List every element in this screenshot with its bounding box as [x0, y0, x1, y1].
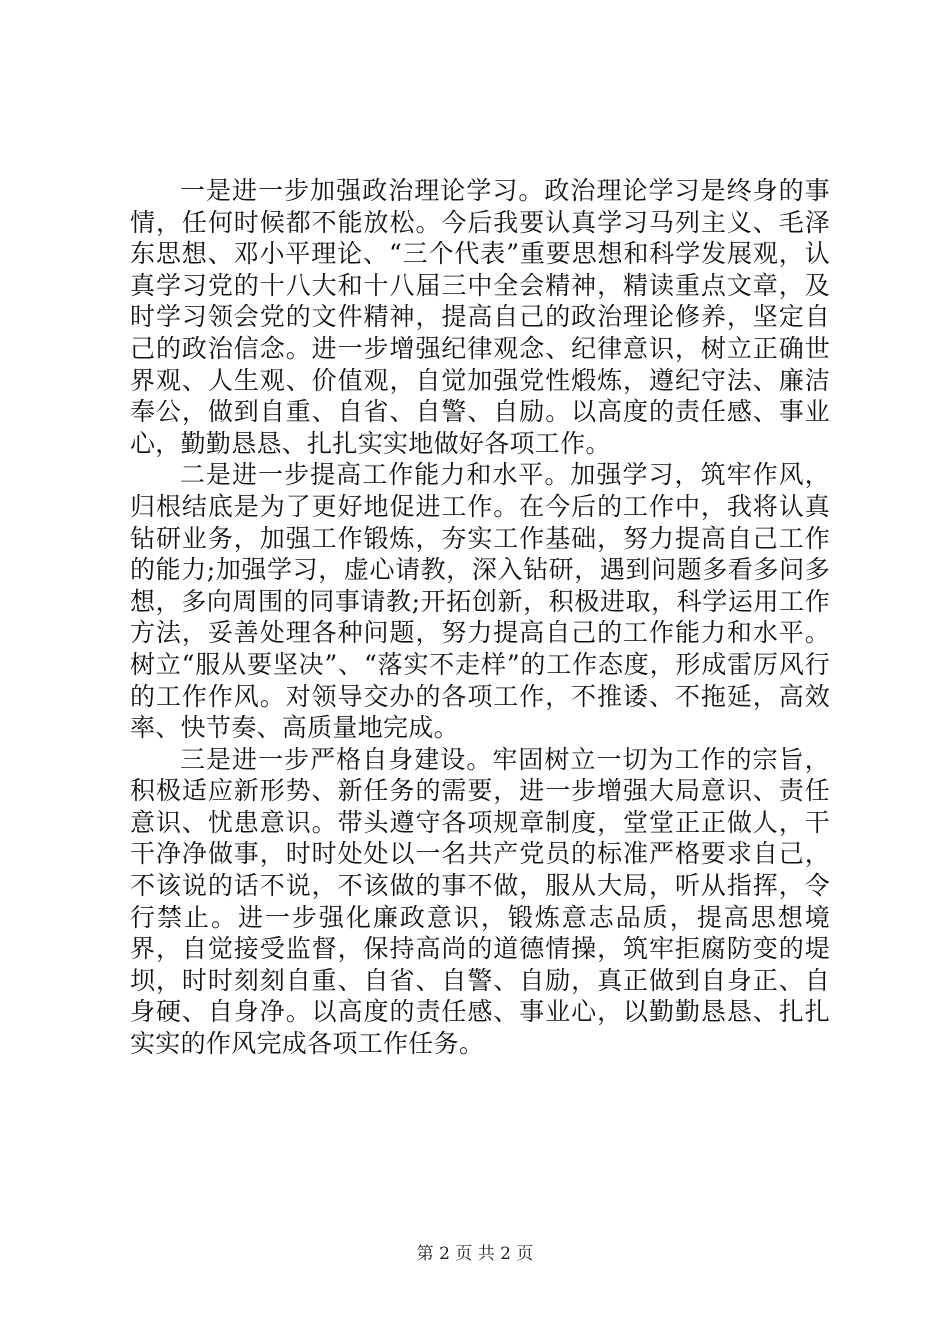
paragraph-3: 三是进一步严格自身建设。牢固树立一切为工作的宗旨，积极适应新形势、新任务的需要，进一步增强大局意识、责任意识、忧患意识。带头遵守各项规章制度，堂堂正正做人，干干净净做事，时时处处以一名共产党员的标准严格要求自己，不该说的话不说，不该做的事不做，服从大局，听从指挥，令行禁止。进一步强化廉政意识，锻炼意志品质，提高思想境界，自觉接受监督，保持高尚的道德情操，筑牢拒腐防变的堤坝，时时刻刻自重、自省、自警、自励，真正做到自身正、自身硬、自身净。以高度的责任感、事业心，以勤勤恳恳、扎扎实实的作风完成各项工作任务。	[130, 744, 830, 1059]
paragraph-1: 一是进一步加强政治理论学习。政治理论学习是终身的事情，任何时候都不能放松。今后我要认真学习马列主义、毛泽东思想、邓小平理论、“三个代表”重要思想和科学发展观，认真学习党的十八大和十八届三中全会精神，精读重点文章，及时学习领会党的文件精神，提高自己的政治理论修养，坚定自己的政治信念。进一步增强纪律观念、纪律意识，树立正确世界观、人生观、价值观，自觉加强党性煅炼，遵纪守法、廉洁奉公，做到自重、自省、自警、自励。以高度的责任感、事业心，勤勤恳恳、扎扎实实地做好各项工作。	[130, 176, 830, 458]
document-body	[130, 175, 830, 1060]
paragraph-2: 二是进一步提高工作能力和水平。加强学习，筑牢作风，归根结底是为了更好地促进工作。在今后的工作中，我将认真钻研业务，加强工作锻炼，夯实工作基础，努力提高自己工作的能力;加强学习，虚心请教，深入钻研，遇到问题多看多问多想，多向周围的同事请教;开拓创新，积极进取，科学运用工作方法，妥善处理各种问题，努力提高自己的工作能力和水平。树立“服从要坚决”、“落实不走样”的工作态度，形成雷厉风行的工作作风。对领导交办的各项工作，不推诿、不拖延，高效率、快节奏、高质量地完成。	[130, 460, 830, 743]
page-number-footer: 第 2 页 共 2 页	[416, 1244, 534, 1264]
